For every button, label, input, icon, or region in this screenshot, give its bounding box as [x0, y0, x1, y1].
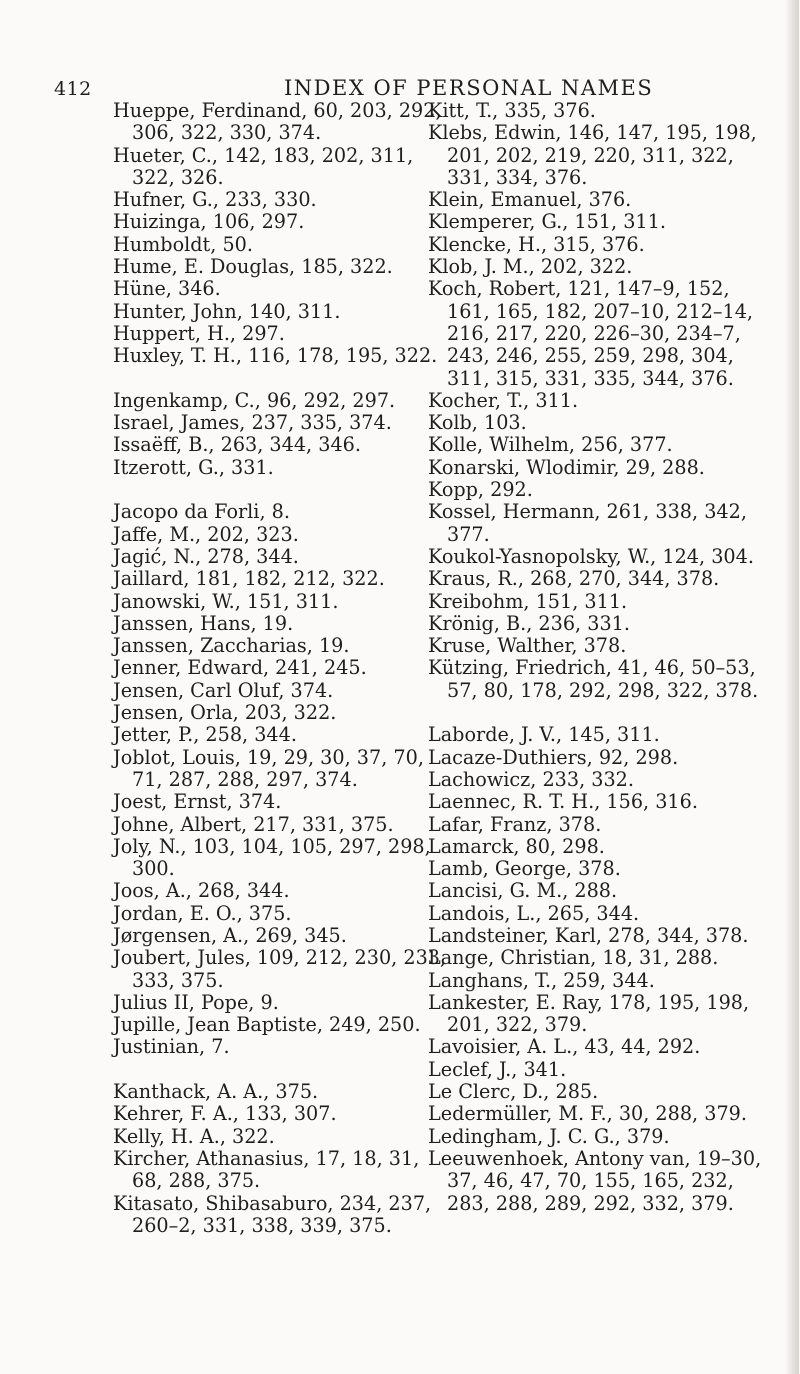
index-entry: Jacopo da Forli, 8.	[113, 500, 290, 524]
index-entry: Issaëff, B., 263, 344, 346.	[113, 433, 361, 457]
index-entry: Joblot, Louis, 19, 29, 30, 37, 70, 71, 287, 288, 297, 374.	[113, 745, 424, 791]
index-entry: Jaffe, M., 202, 323.	[113, 522, 299, 546]
index-entry: Kolle, Wilhelm, 256, 377.	[428, 433, 673, 457]
index-entry: Lancisi, G. M., 288.	[428, 879, 618, 903]
index-entry: Ledingham, J. C. G., 379.	[428, 1124, 670, 1148]
index-entry: Humboldt, 50.	[113, 232, 253, 256]
index-entry: Janssen, Hans, 19.	[113, 611, 294, 635]
index-entry: Klein, Emanuel, 376.	[428, 188, 632, 212]
index-entry: Kreibohm, 151, 311.	[428, 589, 628, 613]
index-entry: Julius II, Pope, 9.	[113, 990, 279, 1014]
index-entry: Kolb, 103.	[428, 411, 527, 435]
index-entry: Jagić, N., 278, 344.	[113, 544, 299, 568]
index-entry: Justinian, 7.	[113, 1035, 230, 1059]
index-entry: Kraus, R., 268, 270, 344, 378.	[428, 567, 720, 591]
index-entry: Kanthack, A. A., 375.	[113, 1080, 319, 1104]
index-entry: Laennec, R. T. H., 156, 316.	[428, 790, 698, 814]
index-entry: Lange, Christian, 18, 31, 288.	[428, 946, 719, 970]
index-entry: Klencke, H., 315, 376.	[428, 232, 645, 256]
index-entry: Kopp, 292.	[428, 478, 533, 502]
index-entry: Klemperer, G., 151, 311.	[428, 210, 666, 234]
index-entry: Hufner, G., 233, 330.	[113, 188, 317, 212]
index-entry: Jensen, Carl Oluf, 374.	[113, 678, 334, 702]
index-entry: Klob, J. M., 202, 322.	[428, 255, 633, 279]
index-entry: Lafar, Franz, 378.	[428, 812, 602, 836]
index-entry: Lachowicz, 233, 332.	[428, 767, 634, 791]
section-gap	[428, 702, 766, 724]
index-entry: Itzerott, G., 331.	[113, 455, 274, 479]
index-entry: Huppert, H., 297.	[113, 321, 285, 345]
index-entry: Jupille, Jean Baptiste, 249, 250.	[113, 1013, 421, 1037]
index-entry: Kossel, Hermann, 261, 338, 342, 377.	[428, 500, 747, 546]
index-entry: Kocher, T., 311.	[428, 388, 579, 412]
index-entry: Joest, Ernst, 374.	[113, 790, 282, 814]
index-entry: Landsteiner, Karl, 278, 344, 378.	[428, 923, 749, 947]
index-entry: Jørgensen, A., 269, 345.	[113, 923, 347, 947]
index-entry: Hume, E. Douglas, 185, 322.	[113, 255, 393, 279]
index-entry: Janssen, Zaccharias, 19.	[113, 634, 350, 658]
index-entry: Landois, L., 265, 344.	[428, 901, 640, 925]
index-entry: Klebs, Edwin, 146, 147, 195, 198, 201, 202, 219, 220, 311, 322, 331, 334, 376.	[428, 121, 757, 189]
index-entry: Hüne, 346.	[113, 277, 221, 301]
index-entry: Jaillard, 181, 182, 212, 322.	[113, 567, 385, 591]
index-entry: Krönig, B., 236, 331.	[428, 611, 630, 635]
index-entry: Kitasato, Shibasaburo, 234, 237, 260–2, 331, 338, 339, 375.	[113, 1191, 432, 1237]
index-entry: Lankester, E. Ray, 178, 195, 198, 201, 322, 379.	[428, 990, 750, 1037]
index-entry: Joos, A., 268, 344.	[113, 879, 290, 903]
index-entry: Laborde, J. V., 145, 311.	[428, 723, 660, 747]
section-gap	[113, 368, 451, 390]
index-entry: Lavoisier, A. L., 43, 44, 292.	[428, 1035, 701, 1059]
index-entry: Kircher, Athanasius, 17, 18, 31, 68, 288, 375.	[113, 1146, 420, 1193]
index-entry: Leeuwenhoek, Antony van, 19–30, 37, 46, 47, 70, 155, 165, 232, 283, 288, 289, 292, 332, 379.	[428, 1146, 762, 1215]
index-entry: Konarski, Wlodimir, 29, 288.	[428, 455, 705, 479]
index-entry: Johne, Albert, 217, 331, 375.	[113, 812, 394, 836]
running-title: INDEX OF PERSONAL NAMES	[284, 76, 654, 100]
index-entry: Lamb, George, 378.	[428, 857, 621, 881]
index-entry: Ledermüller, M. F., 30, 288, 379.	[428, 1102, 747, 1126]
index-entry: Huizinga, 106, 297.	[113, 210, 305, 234]
index-column-left	[113, 100, 451, 1237]
index-entry: Kützing, Friedrich, 41, 46, 50–53, 57, 80, 178, 292, 298, 322, 378.	[428, 656, 759, 702]
index-entry: Jensen, Orla, 203, 322.	[113, 701, 337, 725]
index-entry: Koch, Robert, 121, 147–9, 152, 161, 165, 182, 207–10, 212–14, 216, 217, 220, 226–30, 234–7, 243, 246, 255, 259, 298, 304, 311, 315, 331, 335, 344, 376.	[428, 277, 754, 390]
index-entry: Janowski, W., 151, 311.	[113, 589, 339, 613]
index-entry: Jenner, Edward, 241, 245.	[113, 656, 367, 680]
index-entry: Joly, N., 103, 104, 105, 297, 298, 300.	[113, 834, 431, 881]
index-entry: Jordan, E. O., 375.	[113, 901, 292, 925]
index-column-right	[428, 100, 766, 1215]
index-entry: Hueppe, Ferdinand, 60, 203, 292, 306, 322, 330, 374.	[113, 99, 442, 145]
index-entry: Kruse, Walther, 378.	[428, 634, 627, 658]
section-gap	[113, 1059, 451, 1081]
page-edge-shadow	[785, 0, 799, 1374]
page-number: 412	[54, 78, 92, 100]
index-entry: Koukol-Yasnopolsky, W., 124, 304.	[428, 544, 754, 568]
index-entry: Hunter, John, 140, 311.	[113, 299, 341, 323]
index-entry: Lacaze-Duthiers, 92, 298.	[428, 745, 679, 769]
index-entry: Le Clerc, D., 285.	[428, 1080, 599, 1104]
index-entry: Jetter, P., 258, 344.	[113, 723, 297, 747]
index-entry: Leclef, J., 341.	[428, 1057, 567, 1081]
index-entry: Hueter, C., 142, 183, 202, 311, 322, 326.	[113, 143, 414, 189]
index-entry: Kitt, T., 335, 376.	[428, 99, 596, 122]
index-entry: Joubert, Jules, 109, 212, 230, 233, 333, 375.	[113, 946, 447, 992]
index-entry: Lamarck, 80, 298.	[428, 834, 605, 858]
section-gap	[113, 479, 451, 501]
index-entry: Kelly, H. A., 322.	[113, 1124, 275, 1148]
index-entry: Ingenkamp, C., 96, 292, 297.	[113, 388, 396, 412]
index-entry: Israel, James, 237, 335, 374.	[113, 411, 392, 435]
index-entry: Huxley, T. H., 116, 178, 195, 322.	[113, 344, 438, 368]
index-entry: Langhans, T., 259, 344.	[428, 968, 655, 992]
index-entry: Kehrer, F. A., 133, 307.	[113, 1102, 337, 1126]
